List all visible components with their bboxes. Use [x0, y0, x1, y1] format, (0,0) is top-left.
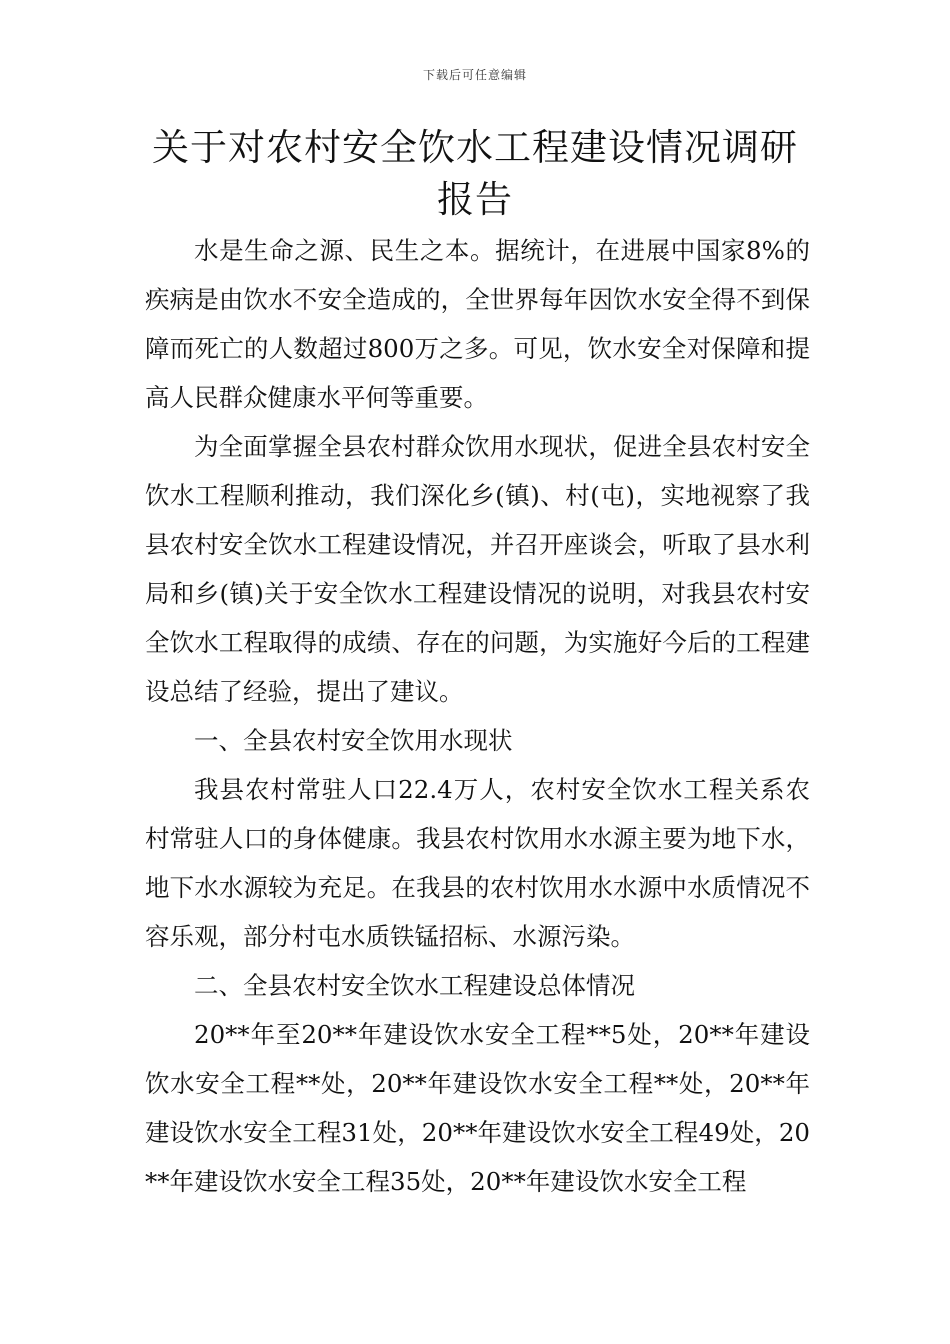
paragraph-construction-overview: 20**年至20**年建设饮水安全工程**5处，20**年建设饮水安全工程**处，20**年建设饮水安全工程**处，20**年建设饮水安全工程31处，20**年建设饮水安全工程49处，20**年建设饮水安全工程35处，20**年建设饮水安全工程 — [145, 1020, 810, 1196]
paragraph-current-status: 我县农村常驻人口22.4万人，农村安全饮水工程关系农村常驻人口的身体健康。我县农村饮用水水源主要为地下水，地下水水源较为充足。在我县的农村饮用水水源中水质情况不容乐观，部分村屯水质铁锰招标、水源污染。 — [145, 775, 810, 951]
header-note: 下载后可任意编辑 — [422, 68, 527, 82]
section-heading-1: 一、全县农村安全饮用水现状 — [194, 726, 513, 755]
paragraph-intro: 水是生命之源、民生之本。据统计，在进展中国家8%的疾病是由饮水不安全造成的，全世界每年因饮水安全得不到保障而死亡的人数超过800万之多。可见，饮水安全对保障和提高人民群众健康水平何等重要。 — [145, 236, 810, 412]
section-heading-2: 二、全县农村安全饮水工程建设总体情况 — [194, 971, 635, 1000]
document-body — [145, 226, 810, 1206]
document-title: 关于对农村安全饮水工程建设情况调研报告 — [152, 126, 798, 221]
paragraph-purpose: 为全面掌握全县农村群众饮用水现状，促进全县农村安全饮水工程顺利推动，我们深化乡(镇)、村(屯)，实地视察了我县农村安全饮水工程建设情况，并召开座谈会，听取了县水利局和乡(镇)关于安全饮水工程建设情况的说明，对我县农村安全饮水工程取得的成绩、存在的问题，为实施好今后的工程建设总结了经验，提出了建议。 — [145, 432, 810, 706]
